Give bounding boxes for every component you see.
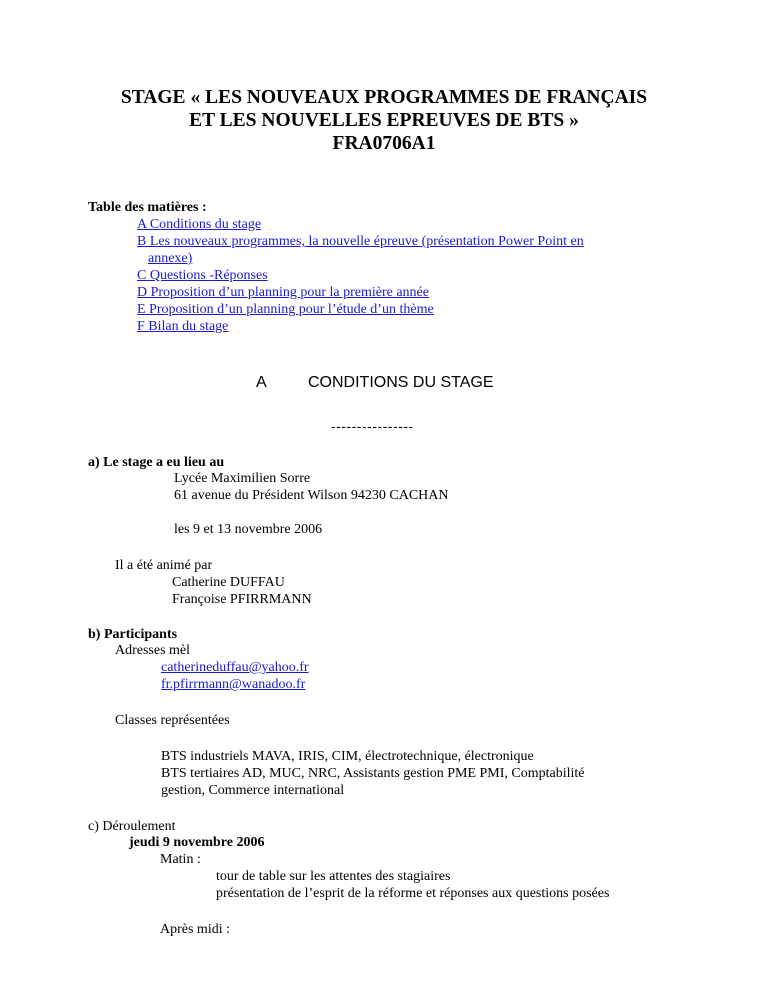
participants-label: b) Participants [88, 627, 178, 642]
email-link-duffau[interactable]: catherineduffau@yahoo.fr [161, 660, 309, 675]
toc-link-a[interactable]: A Conditions du stage [137, 217, 262, 232]
apres-midi-label: Après midi : [160, 922, 230, 937]
table-of-contents [137, 216, 677, 335]
section-title: CONDITIONS DU STAGE [308, 374, 494, 391]
classes-tertiaires-line2: gestion, Commerce international [161, 783, 345, 798]
toc-link-d[interactable]: D Proposition d’un planning pour la première année [137, 285, 429, 300]
matin-item-2: présentation de l’esprit de la réforme et réponses aux questions posées [216, 886, 610, 901]
title-line-3: FRA0706A1 [332, 133, 436, 154]
day-label: jeudi 9 novembre 2006 [129, 835, 265, 850]
lieu-label: a) Le stage a eu lieu au [88, 455, 225, 470]
animateur-1: Catherine DUFFAU [172, 575, 285, 590]
deroulement-label: c) Déroulement [88, 819, 176, 834]
section-separator: ---------------- [331, 418, 414, 434]
toc-link-f[interactable]: F Bilan du stage [137, 319, 229, 334]
stage-dates: les 9 et 13 novembre 2006 [174, 522, 323, 537]
document-title [0, 86, 768, 155]
toc-link-b[interactable] [137, 233, 677, 267]
toc-link-e[interactable]: E Proposition d’un planning pour l’étude d’un thème [137, 302, 434, 317]
section-letter: A [256, 374, 267, 391]
school-address: 61 avenue du Président Wilson 94230 CACHAN [174, 488, 449, 503]
animateur-2: Françoise PFIRRMANN [172, 592, 312, 607]
toc-link-c[interactable]: C Questions -Réponses [137, 268, 268, 283]
matin-label: Matin : [160, 852, 201, 867]
school-name: Lycée Maximilien Sorre [174, 471, 311, 486]
classes-tertiaires-line1: BTS tertiaires AD, MUC, NRC, Assistants gestion PME PMI, Comptabilité [161, 766, 585, 781]
adresses-label: Adresses mèl [115, 643, 191, 658]
classes-industriels: BTS industriels MAVA, IRIS, CIM, électrotechnique, électronique [161, 749, 534, 764]
toc-heading: Table des matières : [88, 200, 207, 215]
email-link-pfirrmann[interactable]: fr.pfirrmann@wanadoo.fr [161, 677, 306, 692]
matin-item-1: tour de table sur les attentes des stagiaires [216, 869, 451, 884]
section-heading [256, 373, 494, 392]
anime-label: Il a été animé par [115, 558, 213, 573]
title-line-2: ET LES NOUVELLES EPREUVES DE BTS » [189, 110, 579, 131]
toc-link-b-line1: B Les nouveaux programmes, la nouvelle épreuve (présentation Power Point en [137, 234, 584, 249]
title-line-1: STAGE « LES NOUVEAUX PROGRAMMES DE FRANÇAIS [120, 87, 648, 108]
toc-link-b-line2: annexe) [148, 251, 193, 266]
classes-label: Classes représentées [115, 713, 230, 728]
